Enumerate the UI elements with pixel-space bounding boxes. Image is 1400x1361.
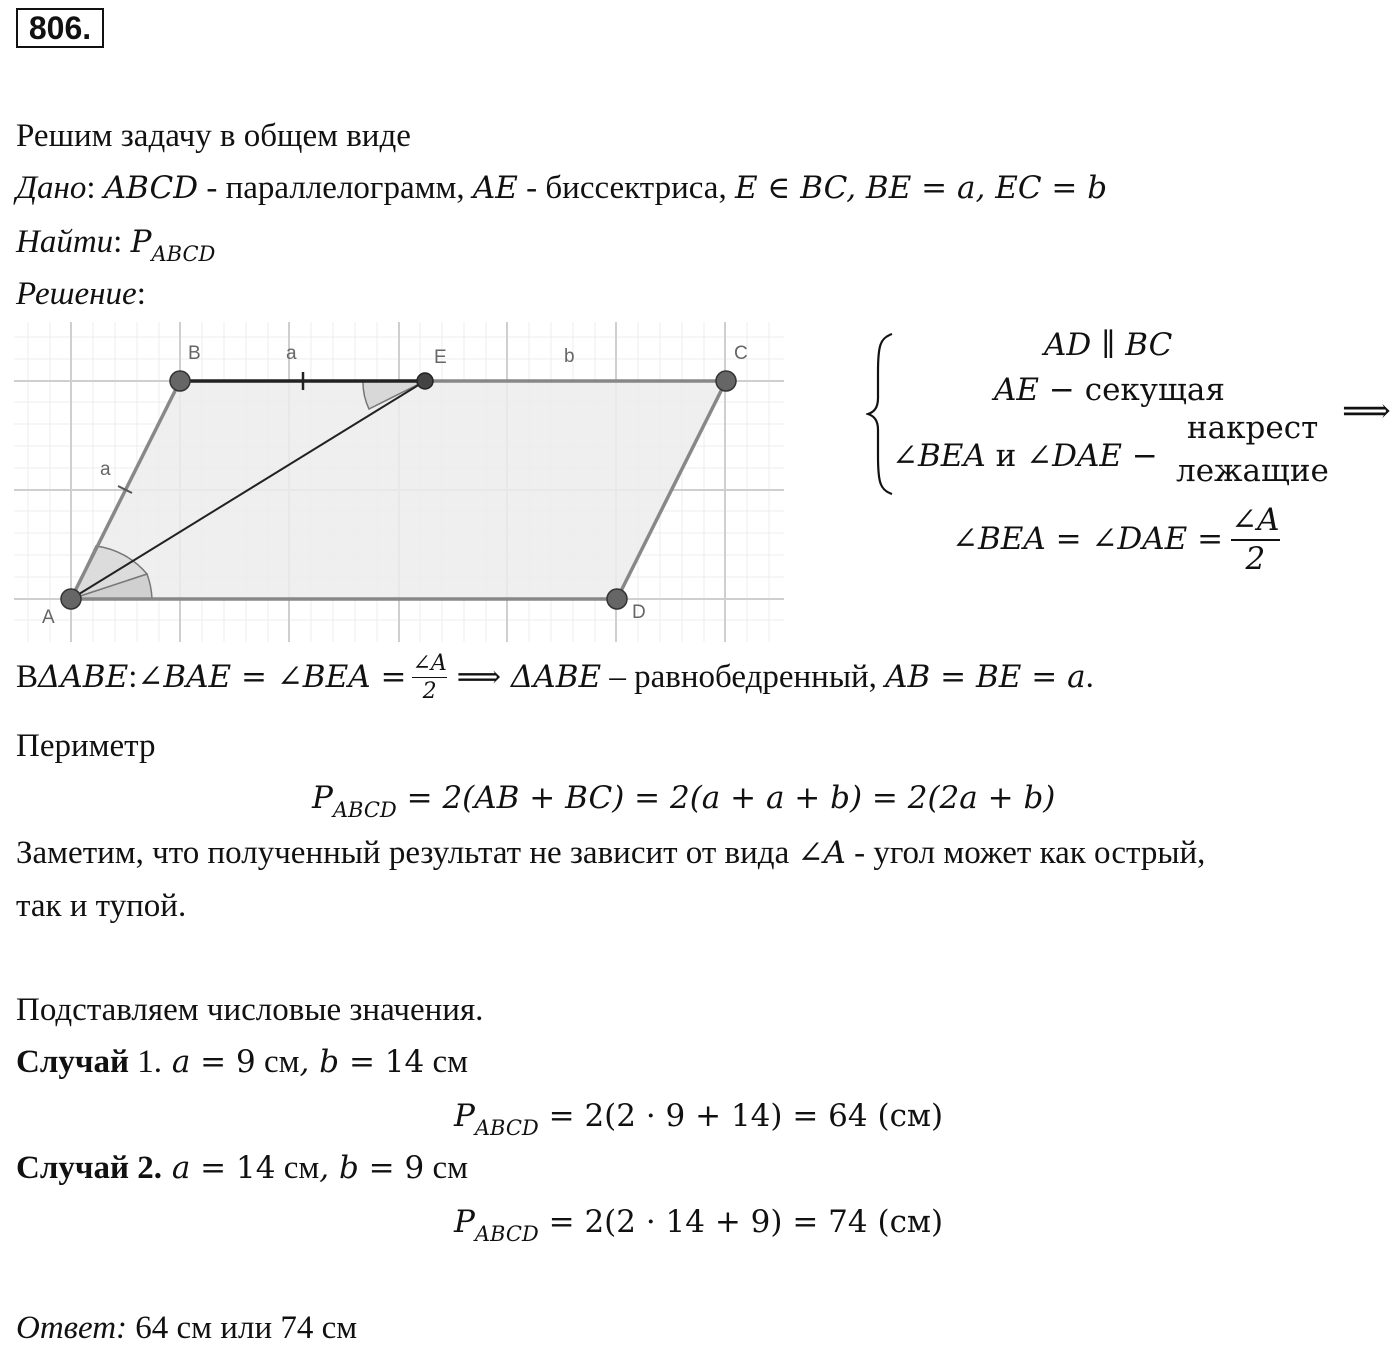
system-equation-left: ∠BEA = ∠DAE = [952, 521, 1224, 558]
given-line [16, 172, 1107, 205]
case-1-line [16, 1046, 468, 1079]
point-e [417, 373, 433, 389]
perimeter-formula [312, 780, 1056, 822]
label-a-top: a [286, 343, 297, 364]
triangle-abe: ΔABE [38, 659, 129, 696]
case-2-unit-2: см [424, 1150, 469, 1186]
solution-label: Решение [16, 276, 137, 312]
label-a-side: a [100, 459, 111, 480]
given-sep: : [86, 170, 104, 206]
triangle-result: AB = BE = a [885, 659, 1086, 696]
find-line [16, 224, 216, 266]
triangle-implies: ⟹ [446, 659, 511, 696]
system-line-3-dash: − [1122, 438, 1158, 474]
triangle-fraction [412, 652, 446, 703]
case-2-comma: , [319, 1150, 339, 1186]
triangle-pre: В [16, 659, 39, 696]
find-label: Найти [16, 224, 114, 260]
case-1-formula [454, 1098, 944, 1140]
case-2-line [16, 1152, 468, 1185]
intro-text: Решим задачу в общем виде [16, 118, 411, 154]
triangle-dot: . [1085, 659, 1094, 696]
case-1-p: P [454, 1098, 475, 1134]
given-ae: AE [472, 170, 518, 206]
case-2-formula-rest: = 2(2 · 14 + 9) = 74 (см) [538, 1204, 944, 1240]
system-line-2-text: − секущая [1039, 372, 1225, 408]
parallelogram-figure [14, 322, 784, 642]
system-line-2-math: AE [994, 372, 1040, 408]
note-angle: ∠A [797, 835, 846, 871]
triangle-fraction-num: ∠A [412, 651, 447, 676]
find-sep: : [113, 224, 131, 260]
system-fraction-den: 2 [1245, 540, 1266, 577]
case-1-a: a = [161, 1044, 237, 1080]
case-2-label: Случай 2. [16, 1150, 162, 1186]
case-2-a: a = [161, 1150, 237, 1186]
perimeter-label: Периметр [16, 728, 156, 764]
point-b [170, 371, 190, 391]
solution-sep: : [136, 276, 146, 312]
system-word-lezhashchie: лежащие [1176, 453, 1329, 489]
case-1-label: Случай [16, 1044, 129, 1080]
triangle-eq: ∠BAE = ∠BEA = [137, 659, 407, 696]
system-equation-fraction [1231, 504, 1279, 575]
case-2-b: b = [338, 1150, 405, 1186]
given-text-1: - параллелограмм, [198, 170, 473, 206]
system-word-nakrest: накрест [1187, 410, 1319, 446]
label-a: A [42, 607, 55, 628]
case-1-b: b = [319, 1044, 385, 1080]
system-fraction-num: ∠A [1231, 502, 1280, 538]
perimeter-sub: ABCD [332, 798, 397, 822]
point-c [716, 371, 736, 391]
case-2-b-value: 9 [404, 1150, 425, 1186]
parallelogram-fill [71, 381, 726, 599]
case-1-sub: ABCD [474, 1116, 539, 1140]
case-2-sub: ABCD [474, 1222, 539, 1246]
note-text-1: Заметим, что полученный результат не зависит от вида [16, 835, 798, 871]
system-line-3 [892, 440, 1158, 473]
triangle-abe-2: ΔABE [510, 659, 602, 696]
triangle-text: – равнобедренный, [601, 659, 886, 696]
system-line-2 [994, 374, 1225, 407]
answer-label: Ответ: [16, 1310, 128, 1346]
point-d [607, 589, 627, 609]
find-sub: ABCD [151, 242, 216, 266]
note-line-1 [16, 837, 1205, 870]
case-1-unit-1: см [255, 1044, 300, 1080]
system-implies: ⟹ [1342, 391, 1391, 431]
case-1-a-value: 9 [236, 1044, 256, 1080]
given-label: Дано [16, 170, 87, 206]
note-line-2: так и тупой. [16, 888, 187, 924]
system-line-3-angle-1: ∠BEA [892, 438, 986, 474]
given-text-2: - биссектриса, [517, 170, 735, 206]
case-2-unit-1: см [275, 1150, 320, 1186]
point-a [61, 589, 81, 609]
case-1-formula-rest: = 2(2 · 9 + 14) = 64 (см) [538, 1098, 944, 1134]
problem-number: 806. [16, 8, 104, 48]
label-d: D [632, 602, 646, 623]
system-line-3-angle-2: ∠DAE [1026, 438, 1123, 474]
triangle-colon: : [128, 659, 138, 696]
answer-value: 64 см или 74 см [127, 1310, 358, 1346]
triangle-line [16, 652, 1094, 703]
triangle-fraction-den: 2 [422, 679, 437, 705]
solution-line [16, 278, 146, 311]
case-2-formula [454, 1204, 944, 1246]
system-line-1: AD ∥ BC [1044, 327, 1173, 363]
given-conditions: E ∈ BC, BE = a, EC = b [734, 170, 1108, 206]
answer-line [16, 1312, 357, 1345]
label-b-top: b [564, 346, 575, 367]
label-b: B [188, 343, 201, 364]
case-1-unit-2: см [424, 1044, 469, 1080]
given-abcd: ABCD [103, 170, 199, 206]
note-text-2: - угол может как острый, [845, 835, 1206, 871]
perimeter-rest: = 2(AB + BC) = 2(a + a + b) = 2(2a + b) [396, 780, 1056, 816]
substitute-text: Подставляем числовые значения. [16, 992, 484, 1028]
case-2-a-value: 14 [236, 1150, 276, 1186]
case-1-comma: , [299, 1044, 320, 1080]
case-1-num: 1. [128, 1044, 162, 1080]
label-c: C [734, 343, 748, 364]
find-p: P [130, 224, 152, 260]
case-2-p: P [454, 1204, 475, 1240]
label-e: E [434, 347, 447, 368]
system-equation [952, 504, 1280, 575]
system-line-3-and: и [985, 438, 1027, 474]
perimeter-p: P [312, 780, 333, 816]
case-1-b-value: 14 [384, 1044, 425, 1080]
